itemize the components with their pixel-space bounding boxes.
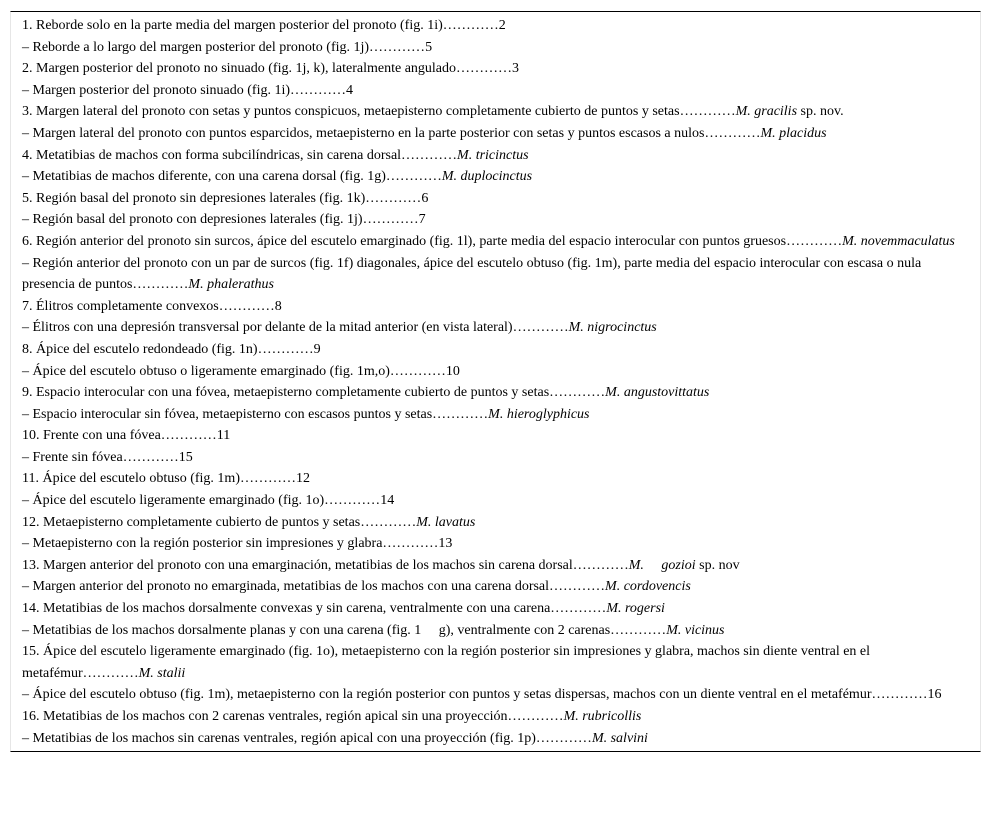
couplet-description: 13. Margen anterior del pronoto con una emarginación, metatibias de los machos sin carena dorsal………… [22,557,629,573]
key-couplet [11,425,980,447]
couplet-target-number: 2 [498,18,506,33]
couplet-target-number: 15 [178,449,193,465]
key-couplet [11,58,980,80]
couplet-description: 10. Frente con una fóvea………… [22,428,217,444]
couplet-description: 12. Metaepisterno completamente cubierto de puntos y setas………… [22,514,417,530]
species-name: M. vicinus [666,622,725,638]
key-couplet [11,339,980,361]
couplet-description: 16. Metatibias de los machos con 2 carenas ventrales, región apical sin una proyección………… [22,709,564,724]
key-couplet [11,15,980,37]
species-name: M. gozioi [628,557,696,573]
key-couplet [11,512,980,534]
couplet-description: 8. Ápice del escutelo redondeado (fig. 1n)………… [22,341,314,357]
key-couplet [11,620,980,642]
key-couplet [11,37,980,59]
couplet-description: 2. Margen posterior del pronoto no sinuado (fig. 1j, k), lateralmente angulado………… [22,61,513,77]
key-couplet [11,404,980,426]
couplet-target-number: 12 [295,471,310,487]
species-name: M. duplocinctus [441,169,533,185]
couplet-target-number: 16 [927,687,942,703]
key-couplet [11,361,980,383]
couplet-description: – Élitros con una depresión transversal por delante de la mitad anterior (en vista lateral)………… [22,320,569,336]
couplet-description: 3. Margen lateral del pronoto con setas y puntos conspicuos, metaepisterno completamente cubierto de puntos y setas………… [22,104,736,120]
couplet-description: – Espacio interocular sin fóvea, metaepisterno con escasos puntos y setas………… [22,406,489,422]
couplet-target-number: 5 [425,39,433,55]
couplet-description: – Región basal del pronoto con depresiones laterales (fig. 1j)………… [22,212,419,228]
key-couplet [11,123,980,145]
species-name: M. salvini [591,730,648,746]
key-couplet [11,641,980,684]
couplet-description: 14. Metatibias de los machos dorsalmente convexas y sin carena, ventralmente con una carena………… [22,601,607,617]
couplet-description: – Ápice del escutelo obtuso o ligeramente emarginado (fig. 1m,o)………… [22,363,446,379]
couplet-target-number: 6 [421,190,429,206]
couplet-description: 11. Ápice del escutelo obtuso (fig. 1m)………… [22,471,296,487]
species-name: M. placidus [760,125,827,141]
species-name: M. nigrocinctus [568,320,657,336]
couplet-description: – Ápice del escutelo ligeramente emarginado (fig. 1o)………… [22,493,381,509]
species-name: M. gracilis [735,104,798,120]
couplet-description: – Margen anterior del pronoto no emarginada, metatibias de los machos con una carena dorsal………… [22,579,606,595]
species-name: M. phalerathus [188,277,274,293]
key-couplet [11,490,980,512]
species-name: M. cordovencis [605,579,691,595]
couplet-description: 5. Región basal del pronoto sin depresiones laterales (fig. 1k)………… [22,190,422,206]
species-name: M. stalii [138,665,186,681]
species-name: M. hieroglyphicus [488,406,590,422]
key-couplet [11,166,980,188]
key-couplet [11,576,980,598]
couplet-target-number: 13 [438,536,453,552]
key-couplet [11,188,980,210]
key-couplet [11,296,980,318]
species-name: M. novemmaculatus [842,233,955,249]
couplet-description: – Metatibias de los machos dorsalmente planas y con una carena (fig. 1 g), ventralmente con 2 carenas………… [22,622,667,638]
species-name: M. rogersi [606,601,665,617]
key-couplet [11,447,980,469]
species-name: M. angustovittatus [605,385,710,401]
couplet-description: – Metatibias de los machos sin carenas ventrales, región apical con una proyección (fig. 1p)………… [22,730,592,746]
key-couplet [11,533,980,555]
couplet-target-number: 4 [346,82,354,98]
couplet-description: – Margen posterior del pronoto sinuado (fig. 1i)………… [22,82,347,98]
couplet-description: 9. Espacio interocular con una fóvea, metaepisterno completamente cubierto de puntos y setas………… [22,385,606,401]
couplet-target-number: 8 [274,298,282,314]
species-suffix: sp. nov [695,557,740,573]
couplet-target-number: 7 [418,212,426,228]
key-couplet [11,382,980,404]
couplet-description: – Frente sin fóvea………… [22,449,179,465]
couplet-description: – Metatibias de machos diferente, con una carena dorsal (fig. 1g)………… [22,169,442,185]
couplet-target-number: 3 [512,61,520,77]
key-couplet [11,728,980,750]
key-couplet [11,468,980,490]
species-name: M. lavatus [416,514,476,530]
key-couplet [11,80,980,102]
couplet-description: 1. Reborde solo en la parte media del margen posterior del pronoto (fig. 1i)………… [22,18,499,33]
key-couplet [11,706,980,728]
couplet-description: 6. Región anterior del pronoto sin surcos, ápice del escutelo emarginado (fig. 1l), parte media del espacio interocular con puntos gruesos………… [22,233,843,249]
couplet-target-number: 10 [445,363,460,379]
couplet-description: – Ápice del escutelo obtuso (fig. 1m), metaepisterno con la región posterior con puntos y setas dispersas, machos con un diente ventral en el metafémur………… [22,687,928,703]
species-suffix: sp. nov. [797,104,844,120]
species-name: M. tricinctus [457,147,529,163]
key-couplet [11,209,980,231]
identification-key-table [10,11,981,752]
key-couplet [11,231,980,253]
key-couplet [11,684,980,706]
couplet-description: – Metaepisterno con la región posterior sin impresiones y glabra………… [22,536,439,552]
couplet-description: – Región anterior del pronoto con un par de surcos (fig. 1f) diagonales, ápice del escutelo obtuso (fig. 1m), parte media del espacio interocular con escasa o nula presencia de puntos………… [22,255,922,293]
species-name: M. rubricollis [563,709,642,724]
key-couplet [11,555,980,577]
key-couplet [11,101,980,123]
couplet-target-number: 14 [380,493,395,509]
couplet-description: – Reborde a lo largo del margen posterior del pronoto (fig. 1j)………… [22,39,426,55]
key-couplet [11,253,980,296]
couplet-description: – Margen lateral del pronoto con puntos esparcidos, metaepisterno en la parte posterior con setas y puntos escasos a nulos………… [22,125,761,141]
key-couplet [11,598,980,620]
couplet-target-number: 9 [313,341,321,357]
couplet-description: 4. Metatibias de machos con forma subcilíndricas, sin carena dorsal………… [22,147,458,163]
key-couplet [11,317,980,339]
key-couplet [11,145,980,167]
key-rows [11,15,980,749]
couplet-target-number: 11 [216,428,231,444]
couplet-description: 7. Élitros completamente convexos………… [22,298,275,314]
couplet-description: 15. Ápice del escutelo ligeramente emarginado (fig. 1o), metaepisterno con la región posterior sin impresiones y glabra, machos sin diente ventral en el metafémur………… [22,644,871,681]
